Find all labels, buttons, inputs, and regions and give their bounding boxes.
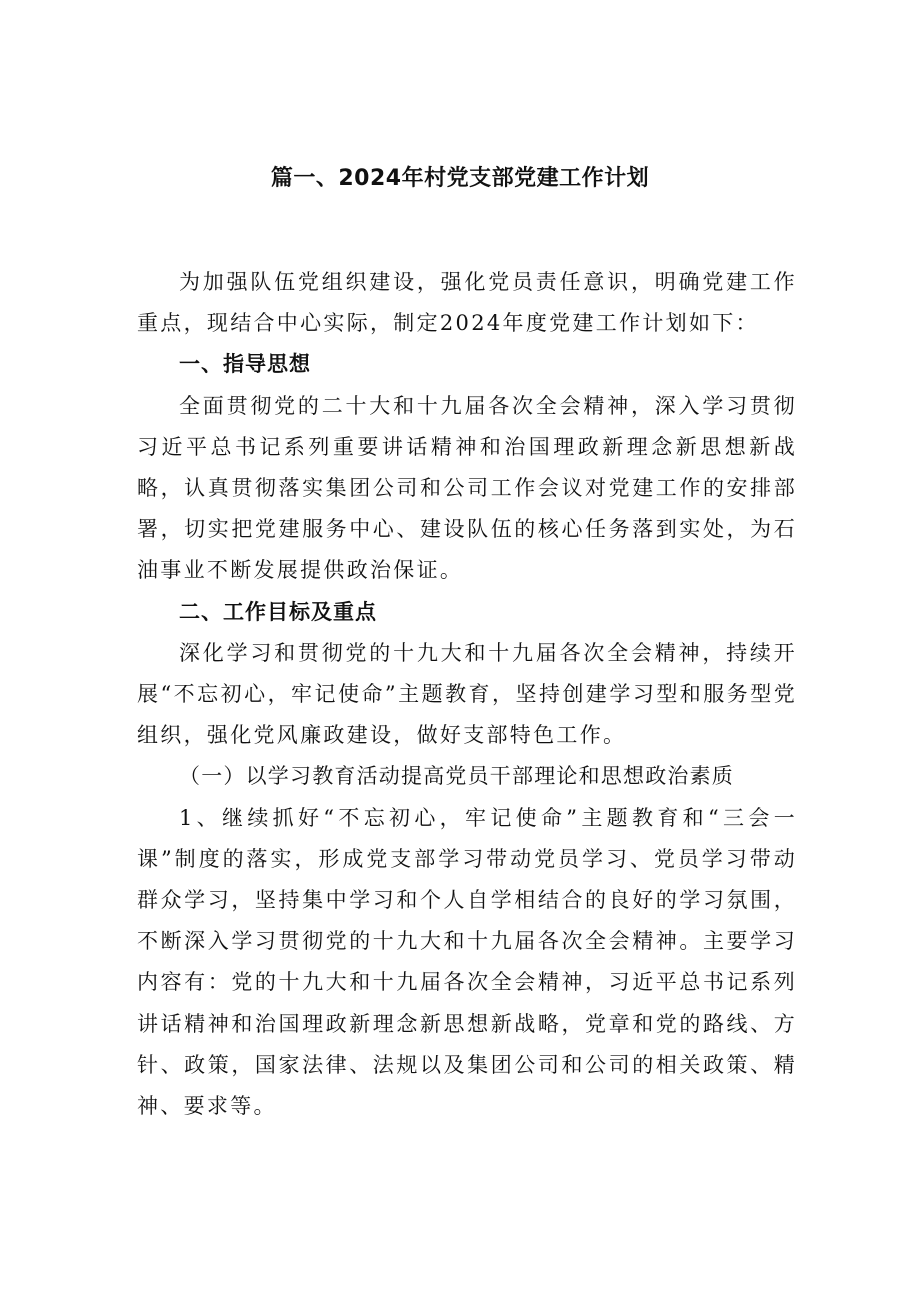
guiding-ideology-paragraph: 全面贯彻党的二十大和十九届各次全会精神，深入学习贯彻习近平总书记系列重要讲话精神和治国理政新理念新思想新战略，认真贯彻落实集团公司和公司工作会议对党建工作的安排部署，切实把党建服务中心、建设队伍的核心任务落到实处，为石油事业不断发展提供政治保证。: [137, 393, 797, 583]
intro-paragraph: 为加强队伍党组织建设，强化党员责任意识，明确党建工作重点，现结合中心实际，制定2024年度党建工作计划如下：: [137, 270, 797, 336]
item-1-paragraph: 1、继续抓好“不忘初心，牢记使命”主题教育和“三会一课”制度的落实，形成党支部学习带动党员学习、党员学习带动群众学习，坚持集中学习和个人自学相结合的良好的学习氛围，不断深入学习贯彻党的十九大和十九届各次全会精神。主要学习内容有：党的十九大和十九届各次全会精神，习近平总书记系列讲话精神和治国理政新理念新思想新战略，党章和党的路线、方针、政策，国家法律、法规以及集团公司和公司的相关政策、精神、要求等。: [137, 805, 797, 1119]
goals-paragraph: 深化学习和贯彻党的十九大和十九届各次全会精神，持续开展“不忘初心，牢记使命”主题教育，坚持创建学习型和服务型党组织，强化党风廉政建设，做好支部特色工作。: [137, 640, 797, 748]
section-heading-goals-and-priorities: 二、工作目标及重点: [179, 599, 377, 624]
section-heading-guiding-ideology: 一、指导思想: [179, 352, 311, 377]
document-title: 篇一、2024年村党支部党建工作计划: [270, 166, 650, 191]
subsection-heading-study-education: （一）以学习教育活动提高党员干部理论和思想政治素质: [179, 764, 734, 789]
document-body: [137, 262, 797, 1127]
